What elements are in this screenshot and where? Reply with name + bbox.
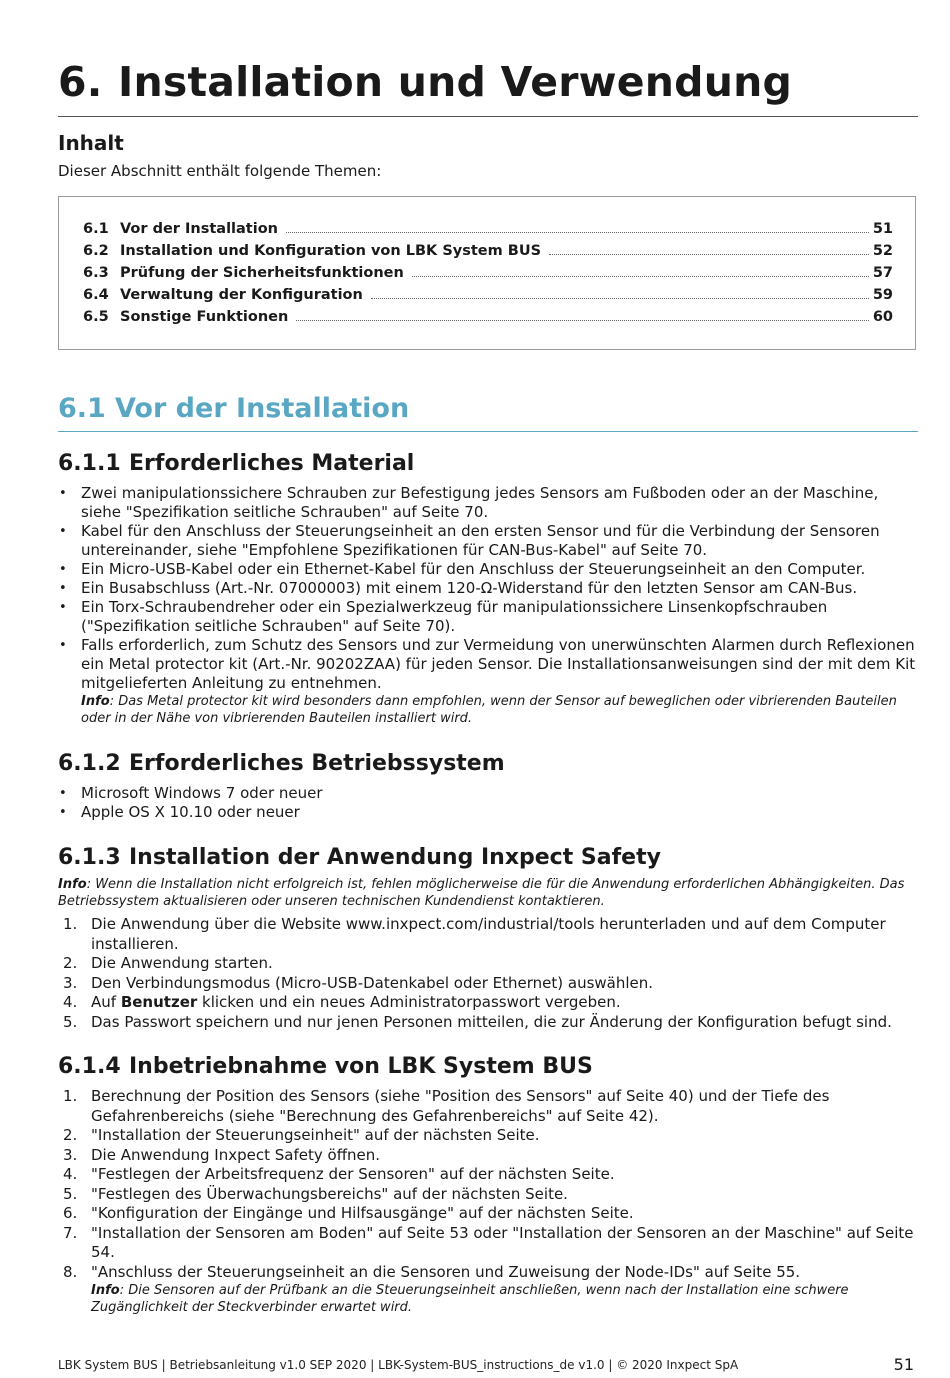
section-title (58, 393, 409, 424)
subsection-number: 6.1.1 (58, 451, 121, 476)
info-note-material (81, 693, 901, 727)
step-item (58, 1263, 920, 1283)
subsection-title-material (58, 451, 414, 476)
toc-leader-dots (296, 320, 868, 321)
step-item (58, 954, 920, 974)
step-item (58, 1013, 920, 1033)
toc-entry-title[interactable]: Sonstige Funktionen (120, 309, 289, 325)
step-text: Die Anwendung Inxpect Safety öffnen. (91, 1145, 381, 1164)
info-text: : Das Metal protector kit wird besonders dann empfohlen, wenn der Sensor auf beweglichen oder vibrierenden Bauteilen oder in der Nähe von vibrierenden Bauteilen installiert wird. (81, 694, 897, 726)
info-text: : Wenn die Installation nicht erfolgreich ist, fehlen möglicherweise die für die Anwendung erforderlichen Abhängigkeiten. Das Betriebssystem aktualisieren oder unseren technischen Kundendienst kontaktieren. (58, 877, 905, 909)
step-item (58, 1126, 920, 1146)
list-item: • Microsoft Windows 7 oder neuer (58, 784, 920, 803)
step-text: "Festlegen des Überwachungsbereichs" auf der nächsten Seite. (91, 1184, 568, 1203)
toc-leader-dots (549, 254, 869, 255)
toc-entry-page[interactable]: 59 (872, 287, 893, 303)
toc-entry-number: 6.5 (83, 309, 109, 325)
toc-entry-title[interactable]: Installation und Konfiguration von LBK System BUS (120, 243, 542, 259)
info-note-commissioning (91, 1282, 911, 1316)
step-item (58, 915, 920, 954)
list-item: • Kabel für den Anschluss der Steuerungseinheit an den ersten Sensor und für die Verbindung der Sensoren untereinander, siehe "Empfohlene Spezifikationen für CAN-Bus-Kabel" auf Seite 70. (58, 522, 920, 560)
toc-heading: Inhalt (58, 131, 124, 155)
page-number: 51 (893, 1355, 914, 1374)
step-item (58, 974, 920, 994)
chapter-title-text: Installation und Verwendung (118, 58, 793, 106)
info-text: : Die Sensoren auf der Prüfbank an die Steuerungseinheit anschließen, wenn nach der Installation eine schwere Zugänglichkeit der Steckverbinder erwartet wird. (91, 1283, 849, 1315)
commissioning-steps (58, 1087, 920, 1282)
info-note-app (58, 876, 920, 910)
step-number: 3. (63, 1145, 78, 1164)
step-text: Die Anwendung über die Website www.inxpect.com/industrial/tools herunterladen und auf dem Computer installieren. (91, 915, 886, 953)
toc-entry[interactable] (83, 281, 893, 303)
toc-leader-dots (286, 232, 869, 233)
list-item: • Apple OS X 10.10 oder neuer (58, 803, 920, 822)
list-item: • Ein Micro-USB-Kabel oder ein Ethernet-Kabel für den Anschluss der Steuerungseinheit an den Computer. (58, 560, 920, 579)
info-label: Info (58, 877, 87, 892)
os-list (58, 784, 920, 822)
subsection-title-app (58, 845, 661, 870)
list-item: • Ein Busabschluss (Art.-Nr. 07000003) mit einem 120-Ω-Widerstand für den letzten Sensor am CAN-Bus. (58, 579, 920, 598)
toc-entry-page[interactable]: 57 (872, 265, 893, 281)
step-item (58, 1204, 920, 1224)
section-number: 6.1 (58, 393, 106, 424)
app-install-steps (58, 915, 920, 1032)
step-item (58, 1087, 920, 1126)
info-label: Info (91, 1283, 120, 1298)
toc-entry[interactable] (83, 237, 893, 259)
toc-entry-number: 6.3 (83, 265, 109, 281)
step-text-bold: Benutzer (120, 993, 198, 1011)
step-number: 1. (63, 1087, 78, 1105)
info-label: Info (81, 694, 110, 709)
step-text-pre: Auf (91, 993, 121, 1011)
step-text: Das Passwort speichern und nur jenen Personen mitteilen, die zur Änderung der Konfiguration befugt sind. (91, 1012, 892, 1031)
step-number: 7. (63, 1223, 78, 1242)
step-item (58, 993, 920, 1013)
step-item (58, 1224, 920, 1263)
step-number: 4. (63, 993, 78, 1011)
toc-entry-page[interactable]: 52 (872, 243, 893, 259)
section-divider (58, 431, 918, 432)
toc-entry-number: 6.1 (83, 221, 109, 237)
subsection-title-text: Inbetriebnahme von LBK System BUS (129, 1054, 593, 1079)
toc-entry[interactable] (83, 215, 893, 237)
material-list (58, 484, 920, 693)
chapter-divider (58, 116, 918, 117)
toc-entry-page[interactable]: 60 (872, 309, 893, 325)
step-number: 2. (63, 954, 78, 972)
toc-entry-number: 6.4 (83, 287, 109, 303)
subsection-number: 6.1.3 (58, 845, 121, 870)
subsection-title-text: Erforderliches Material (129, 451, 415, 476)
step-number: 5. (63, 1012, 78, 1031)
step-text: Die Anwendung starten. (91, 954, 273, 972)
step-text: "Festlegen der Arbeitsfrequenz der Sensoren" auf der nächsten Seite. (91, 1165, 615, 1183)
toc-entry-title[interactable]: Verwaltung der Konfiguration (120, 287, 363, 303)
step-number: 1. (63, 915, 78, 933)
toc-entry[interactable] (83, 259, 893, 281)
table-of-contents (58, 196, 916, 350)
subsection-number: 6.1.2 (58, 751, 121, 776)
toc-leader-dots (412, 276, 869, 277)
step-number: 6. (63, 1204, 78, 1222)
step-number: 5. (63, 1184, 78, 1203)
chapter-title (58, 58, 792, 106)
toc-entry-title[interactable]: Prüfung der Sicherheitsfunktionen (120, 265, 404, 281)
toc-leader-dots (371, 298, 869, 299)
toc-entry-page[interactable]: 51 (872, 221, 893, 237)
page-footer: LBK System BUS | Betriebsanleitung v1.0 SEP 2020 | LBK-System-BUS_instructions_de v1.0 | © 2020 Inxpect SpA (58, 1358, 739, 1372)
step-number: 3. (63, 973, 78, 992)
section-title-text: Vor der Installation (115, 393, 410, 424)
step-number: 8. (63, 1262, 78, 1281)
subsection-number: 6.1.4 (58, 1054, 121, 1079)
step-number: 2. (63, 1126, 78, 1144)
list-item: • Ein Torx-Schraubendreher oder ein Spezialwerkzeug für manipulationssichere Linsenkopfschrauben ("Spezifikation seitliche Schrauben" auf Seite 70). (58, 598, 920, 636)
step-number: 4. (63, 1165, 78, 1183)
toc-intro: Dieser Abschnitt enthält folgende Themen: (58, 162, 382, 180)
subsection-title-text: Installation der Anwendung Inxpect Safety (129, 845, 661, 870)
step-text-post: klicken und ein neues Administratorpasswort vergeben. (197, 993, 621, 1011)
toc-entry-number: 6.2 (83, 243, 109, 259)
list-item: • Falls erforderlich, zum Schutz des Sensors und zur Vermeidung von unerwünschten Alarmen durch Reflexionen ein Metal protector kit (Art.-Nr. 90202ZAA) für jeden Sensor. Die Installationsanweisungen sind der mit dem Kit mitgelieferten Anleitung zu entnehmen. (58, 636, 920, 693)
step-text: "Installation der Sensoren am Boden" auf Seite 53 oder "Installation der Sensoren an der Maschine" auf Seite 54. (91, 1223, 914, 1261)
step-text: "Anschluss der Steuerungseinheit an die Sensoren und Zuweisung der Node-IDs" auf Seite 55. (91, 1262, 801, 1281)
subsection-title-os (58, 751, 505, 776)
chapter-number: 6. (58, 58, 103, 106)
subsection-title-text: Erforderliches Betriebssystem (129, 751, 505, 776)
step-text: Den Verbindungsmodus (Micro-USB-Datenkabel oder Ethernet) auswählen. (91, 973, 654, 992)
step-text: Berechnung der Position des Sensors (siehe "Position des Sensors" auf Seite 40) und der Tiefe des Gefahrenbereichs (siehe "Berechnung des Gefahrenbereichs" auf Seite 42). (91, 1087, 830, 1125)
step-text: "Konfiguration der Eingänge und Hilfsausgänge" auf der nächsten Seite. (91, 1204, 634, 1222)
toc-entry-title[interactable]: Vor der Installation (120, 221, 278, 237)
step-text: "Installation der Steuerungseinheit" auf der nächsten Seite. (91, 1126, 540, 1144)
step-item (58, 1185, 920, 1205)
list-item: • Zwei manipulationssichere Schrauben zur Befestigung jedes Sensors am Fußboden oder an der Maschine, siehe "Spezifikation seitliche Schrauben" auf Seite 70. (58, 484, 920, 522)
subsection-title-commissioning (58, 1054, 593, 1079)
step-item (58, 1146, 920, 1166)
toc-entry[interactable] (83, 303, 893, 325)
step-item (58, 1165, 920, 1185)
